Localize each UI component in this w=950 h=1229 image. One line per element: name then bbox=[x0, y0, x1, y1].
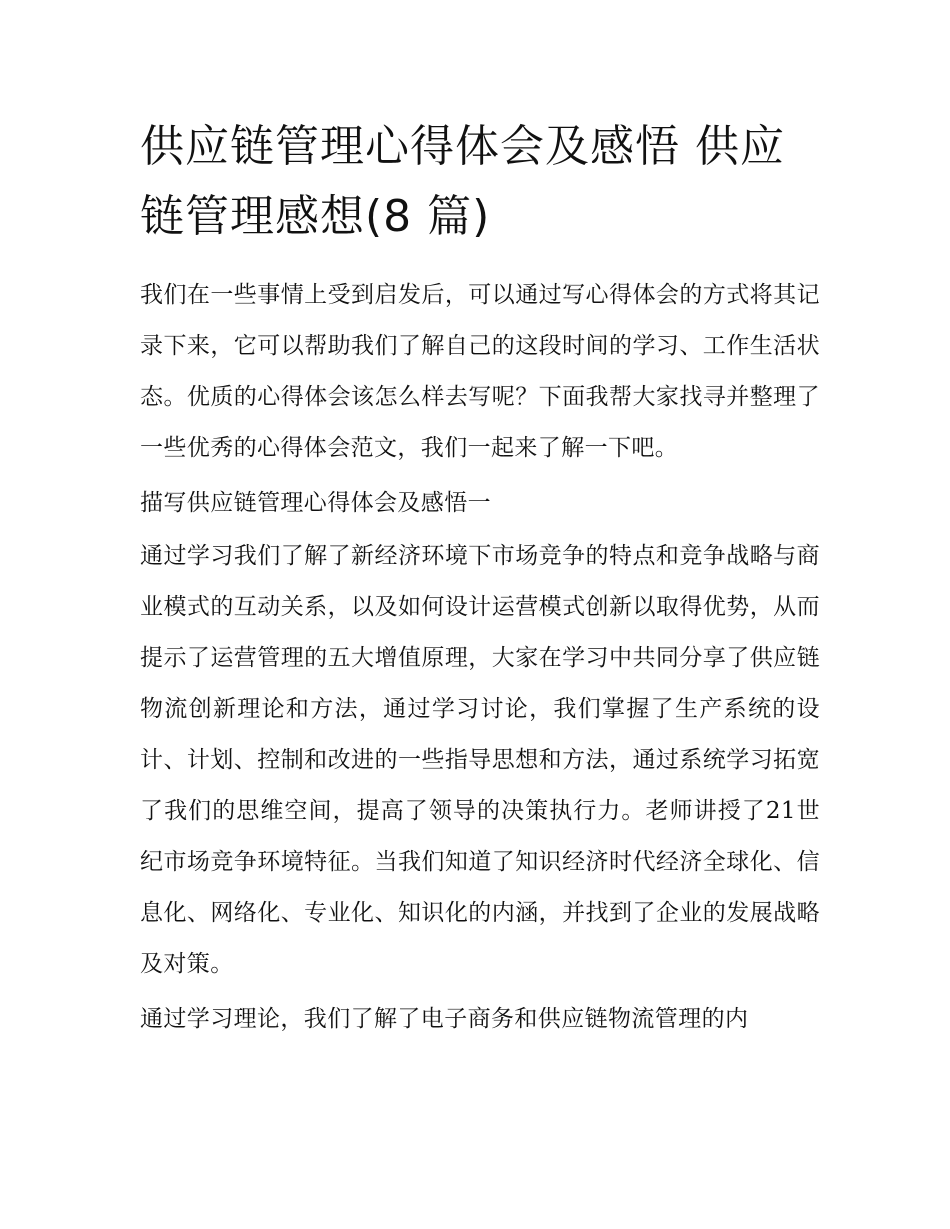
body-paragraph-2: 通过学习理论，我们了解了电子商务和供应链物流管理的内 bbox=[140, 1006, 749, 1032]
section-heading: 描写供应链管理心得体会及感悟一 bbox=[140, 490, 491, 516]
document-content bbox=[140, 112, 820, 1049]
document-title: 供应链管理心得体会及感悟 供应链管理感想(8 篇) bbox=[140, 121, 785, 242]
body-paragraph-1: 通过学习我们了解了新经济环境下市场竞争的特点和竞争战略与商业模式的互动关系，以及如何设计运营模式创新以取得优势，从而提示了运营管理的五大增值原理，大家在学习中共同分享了供应链物流创新理论和方法，通过学习讨论，我们掌握了生产系统的设计、计划、控制和改进的一些指导思想和方法，通过系统学习拓宽了我们的思维空间，提高了领导的决策执行力。老师讲授了21世纪市场竞争环境特征。当我们知道了知识经济时代经济全球化、信息化、网络化、专业化、知识化的内涵，并找到了企业的发展战略及对策。 bbox=[140, 543, 820, 977]
intro-paragraph: 我们在一些事情上受到启发后，可以通过写心得体会的方式将其记录下来，它可以帮助我们了解自己的这段时间的学习、工作生活状态。优质的心得体会该怎么样去写呢？下面我帮大家找寻并整理了一些优秀的心得体会范文，我们一起来了解一下吧。 bbox=[140, 282, 820, 461]
